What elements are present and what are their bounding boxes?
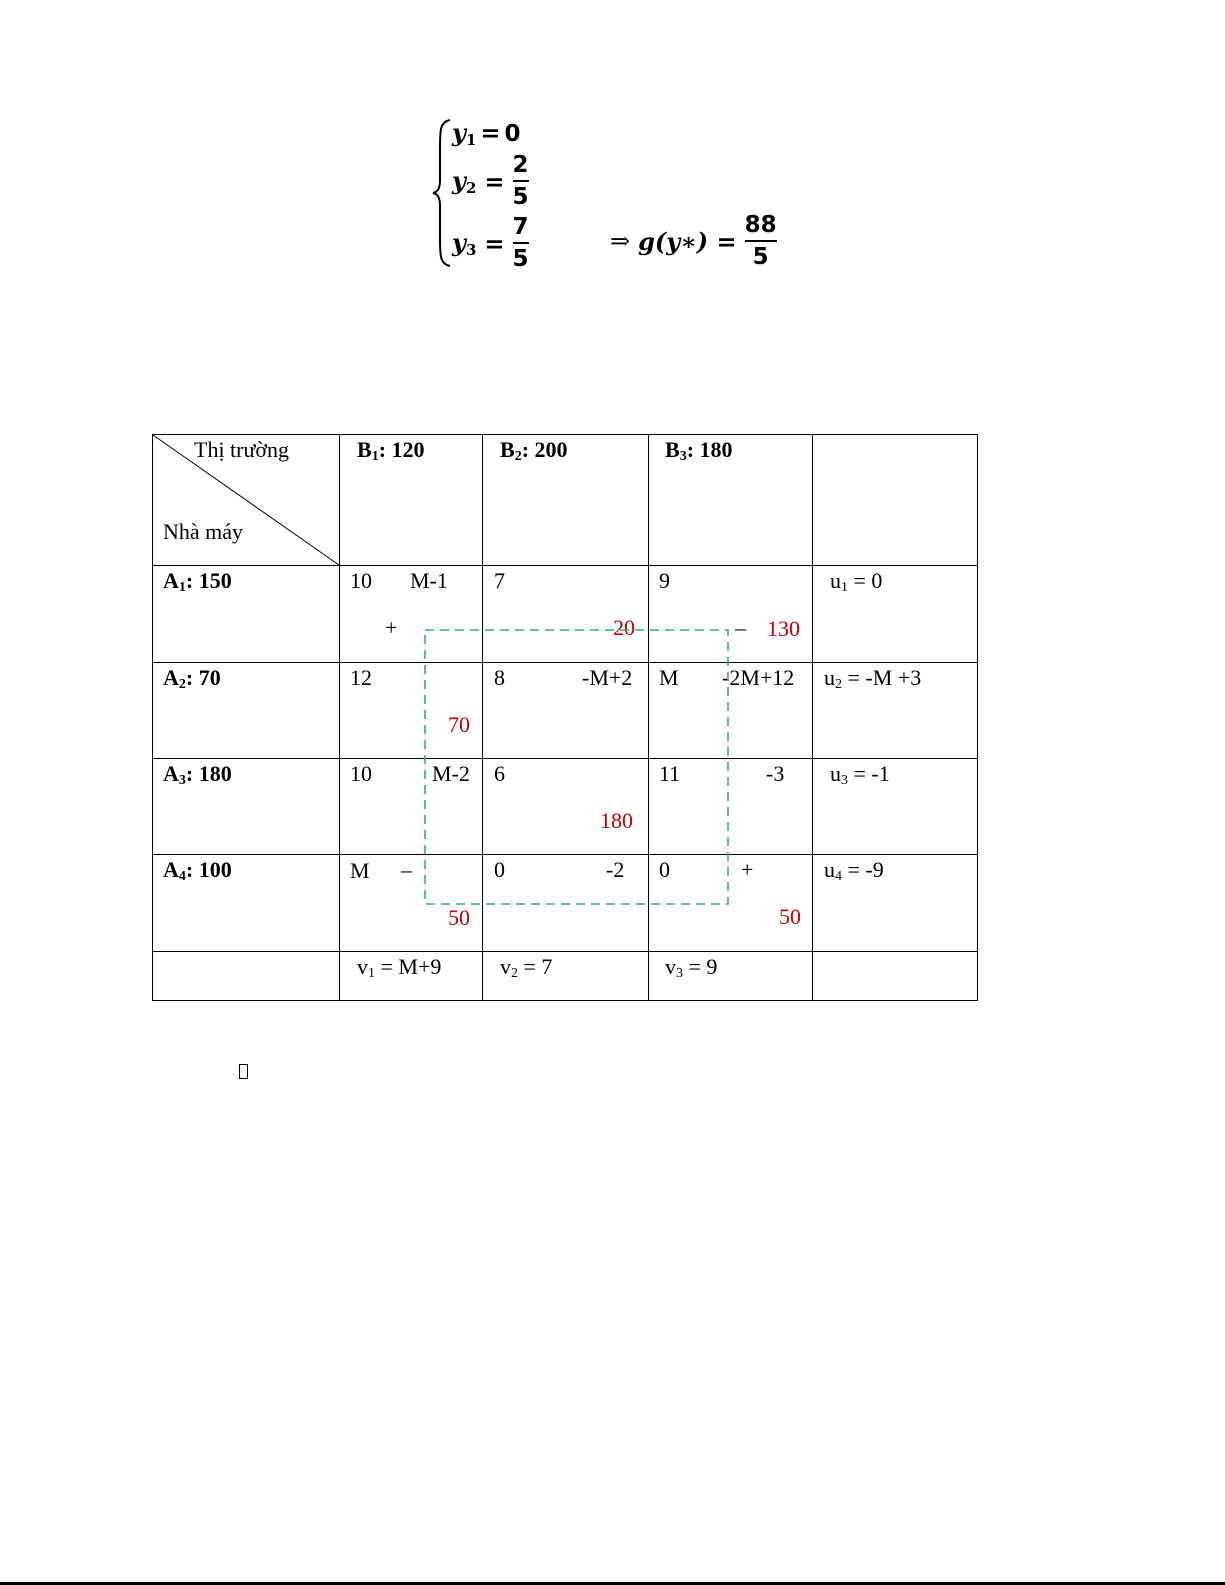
y1-variable: $y_1$	[452, 118, 477, 149]
objective-result	[610, 212, 777, 270]
cell-cost: 11	[659, 761, 681, 786]
row-header-a4: $A_4$: 100	[163, 857, 232, 884]
cell-delta: -M+2	[582, 665, 633, 690]
cell-cost: 0	[494, 857, 505, 882]
cell-delta: -2	[606, 857, 625, 882]
row-header-a3: $A_3$: 180	[163, 761, 232, 788]
cell-cost: M	[659, 665, 679, 690]
corner-factory-label: Nhà máy	[163, 519, 244, 544]
row-header-a1: $A_1$: 150	[163, 568, 232, 595]
cell-delta: -2M+12	[722, 665, 795, 690]
cell-allocation: 70	[448, 712, 470, 737]
placeholder-glyph-icon	[239, 1064, 248, 1079]
equation-y2	[452, 152, 529, 210]
equals-sign: =	[484, 166, 505, 196]
cell-cost: 10	[350, 761, 372, 786]
cell-cost: 8	[494, 665, 505, 690]
potential-u4: $u_4 = -9$	[824, 857, 884, 884]
equation-y1	[452, 118, 521, 149]
column-header-b1: $B_1$: 120	[357, 437, 425, 464]
cell-cost: 12	[350, 665, 372, 690]
equals-sign: =	[480, 118, 501, 147]
cell-allocation: 130	[767, 616, 800, 641]
cell-delta: -3	[766, 761, 785, 786]
cell-allocation: 180	[600, 808, 633, 833]
cell-allocation: 50	[448, 905, 470, 930]
cycle-sign: +	[741, 857, 754, 882]
column-header-b3: $B_3$: 180	[665, 437, 733, 464]
cell-cost: 6	[494, 761, 505, 786]
potential-u1: $u_1 = 0$	[830, 568, 883, 595]
cycle-sign: –	[401, 857, 412, 882]
cell-delta: M-2	[432, 761, 470, 786]
potential-v2: $v_2 = 7$	[500, 954, 553, 981]
row-header-a2: $A_2$: 70	[163, 665, 221, 692]
transportation-table	[152, 434, 978, 1001]
y2-fraction: $\frac{2}{5}$	[512, 152, 529, 210]
potential-v3: $v_3 = 9$	[665, 954, 718, 981]
equation-system	[432, 112, 792, 282]
column-header-b2: $B_2$: 200	[500, 437, 568, 464]
left-brace	[432, 118, 452, 268]
equation-y3	[452, 214, 529, 272]
corner-market-label: Thị trường	[194, 437, 290, 462]
implies-arrow: ⇒	[610, 227, 631, 255]
cycle-sign: –	[735, 615, 746, 640]
y1-value: 0	[504, 121, 521, 147]
cycle-sign: +	[385, 615, 398, 640]
cell-cost: 9	[659, 568, 670, 593]
adjustment-cycle	[152, 434, 978, 1001]
equals-sign: =	[484, 228, 505, 258]
cell-allocation: 50	[779, 904, 801, 929]
cell-delta: M-1	[410, 568, 448, 593]
y3-fraction: $\frac{7}{5}$	[512, 214, 529, 272]
y2-variable: $y_2$	[452, 165, 477, 197]
cell-cost: 0	[659, 857, 670, 882]
cell-allocation: 20	[613, 615, 635, 640]
cell-cost: 10	[350, 568, 372, 593]
potential-u3: $u_3 = -1$	[830, 761, 890, 788]
objective-fraction: $\frac{88}{5}$	[744, 212, 777, 270]
cell-cost: 7	[494, 568, 505, 593]
potential-u2: $u_2 = -M +3$	[824, 665, 922, 692]
potential-v1: $v_1 = M+9$	[357, 954, 442, 981]
objective-label: g(y∗) =	[638, 226, 737, 256]
cell-cost: M	[350, 858, 370, 883]
y3-variable: $y_3$	[452, 227, 477, 259]
